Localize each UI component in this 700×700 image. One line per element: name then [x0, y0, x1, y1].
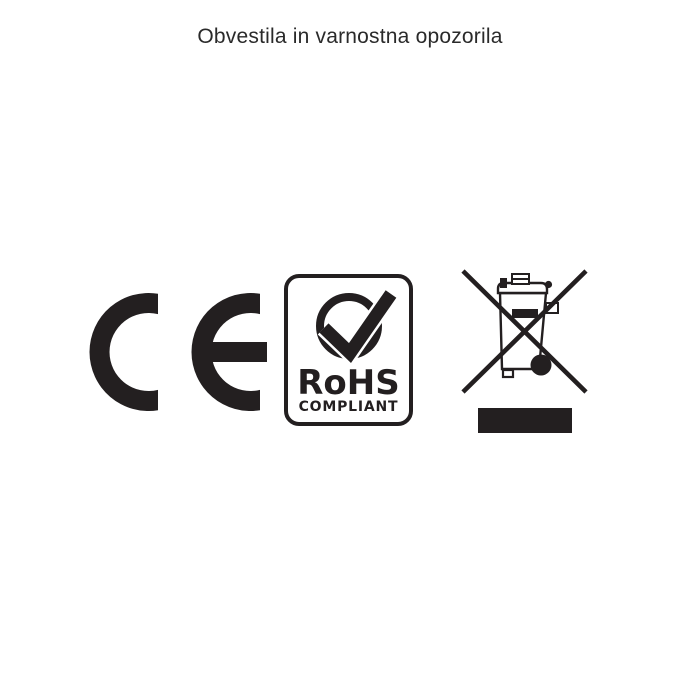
- rohs-label: RoHS: [297, 363, 400, 403]
- rohs-compliant-badge: [284, 274, 413, 426]
- bin-lid-knob: [545, 281, 552, 288]
- ce-letter-e-bar: [212, 342, 268, 362]
- weee-black-bar: [478, 408, 572, 433]
- ce-mark-icon: [89, 293, 269, 411]
- rohs-compliant-label: COMPLIANT: [298, 399, 399, 415]
- bin-inner-bar: [512, 309, 538, 318]
- check-circle-icon: [288, 278, 409, 368]
- ce-letter-c: [89, 293, 158, 411]
- page-title: Obvestila in varnostna opozorila: [197, 25, 503, 48]
- weee-bin-icon: [458, 262, 590, 437]
- bin-foot: [503, 370, 513, 377]
- bin-lid-hinge: [500, 278, 507, 288]
